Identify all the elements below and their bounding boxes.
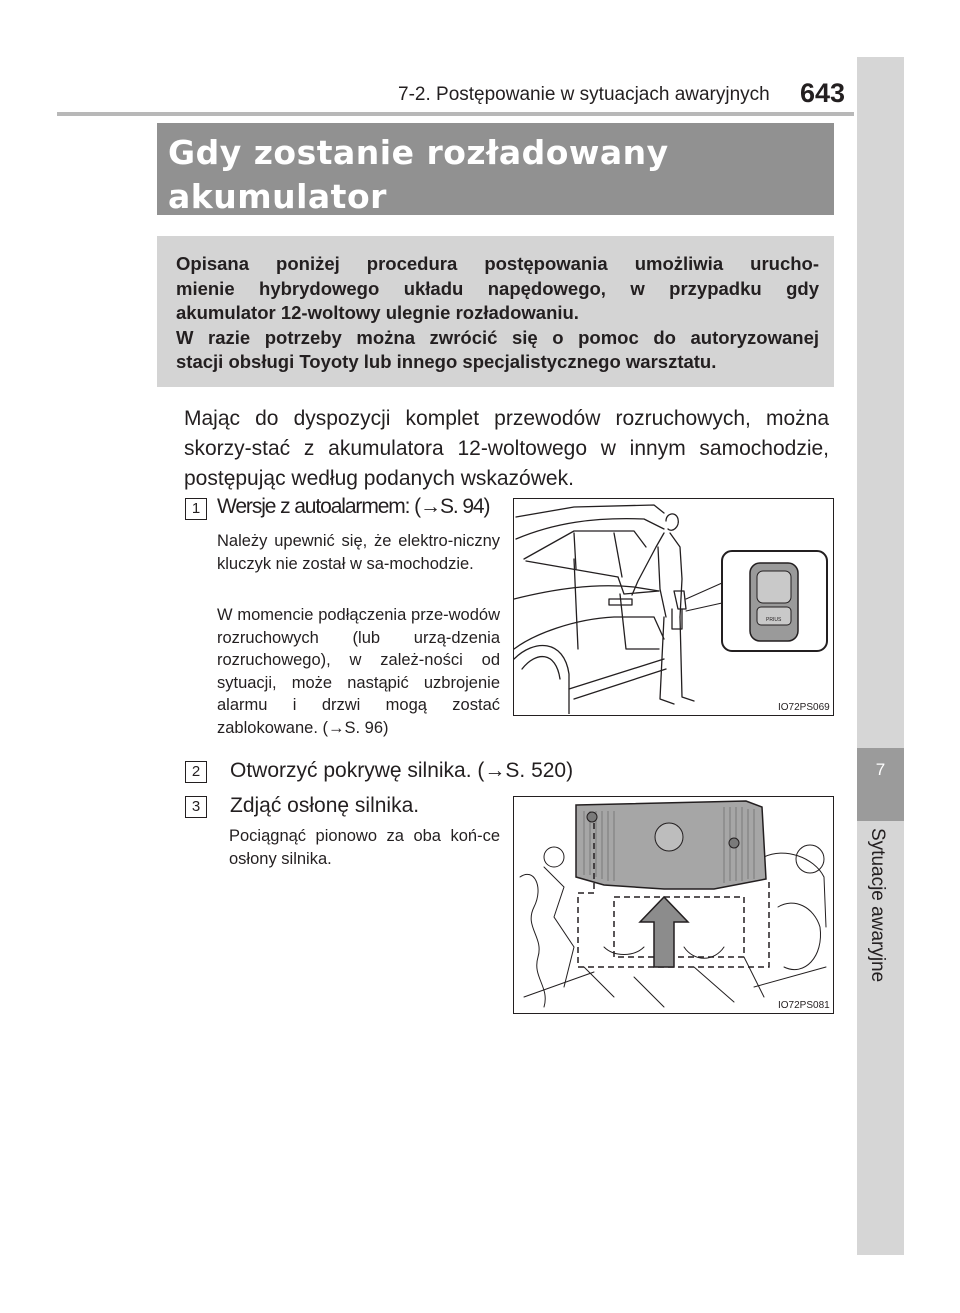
side-tab-number-box	[857, 748, 904, 821]
step-1-note: Należy upewnić się, że elektro-niczny kluczyk nie został w sa-mochodzie.	[217, 532, 500, 573]
step-3-title: Zdjąć osłonę silnika.	[230, 794, 420, 817]
figure-code: IO72PS069	[778, 702, 830, 713]
intro-line: mienie hybrydowego układu napędowego, w przypadku gdy	[176, 277, 819, 299]
intro-line: stacji obsługi Toyoty lub innego specjalistycznego warsztatu.	[176, 351, 717, 372]
intro-line: Opisana poniżej procedura postępowania umożliwia urucho-	[176, 253, 819, 274]
chapter-heading: 7-2. Postępowanie w sytuacjach awaryjnych	[398, 84, 770, 105]
section-title-line-1: Gdy zostanie rozładowany akumulator	[168, 133, 669, 216]
step-number-1: 1	[185, 498, 207, 520]
intro-line: W razie potrzeby można zwrócić się o pomoc do autoryzowanej	[176, 326, 819, 348]
engine-cover-illustration	[514, 797, 832, 1012]
side-tab-number: 7	[875, 760, 886, 779]
intro-line: akumulator 12-woltowy ulegnie rozładowaniu.	[176, 302, 579, 323]
figure-car-door	[513, 498, 834, 716]
step-number-3: 3	[185, 796, 207, 818]
car-door-illustration	[514, 499, 832, 714]
side-tab-label: Sytuacje awaryjne	[867, 828, 888, 983]
header-rule	[57, 112, 854, 116]
step-1-title: Wersje z autoalarmem: (→S. 94)	[217, 495, 490, 518]
figure-engine-cover	[513, 796, 834, 1014]
step-3-note: Pociągnąć pionowo za oba koń-ce osłony silnika.	[229, 827, 500, 868]
step-1-warning: W momencie podłączenia prze-wodów rozruchowych (lub urzą-dzenia rozruchowego), w zależ-ności od sytuacji, może nastąpić uzbrojenie alarmu i drzwi mogą zostać zablokowane. (→S. 96)	[217, 606, 500, 737]
step-number-2: 2	[185, 761, 207, 783]
step-2-title: Otworzyć pokrywę silnika. (→S. 520)	[230, 759, 574, 782]
key-brand-text: PRIUS	[766, 617, 782, 623]
page-number: 643	[800, 78, 846, 108]
intro-text	[176, 252, 819, 375]
side-tab-band	[857, 57, 904, 1255]
body-paragraph: Mając do dyspozycji komplet przewodów rozruchowych, można skorzy-stać z akumulatora 12-woltowego w innym samochodzie, postępując według podanych wskazówek.	[184, 407, 829, 490]
figure-code: IO72PS081	[778, 1000, 830, 1011]
